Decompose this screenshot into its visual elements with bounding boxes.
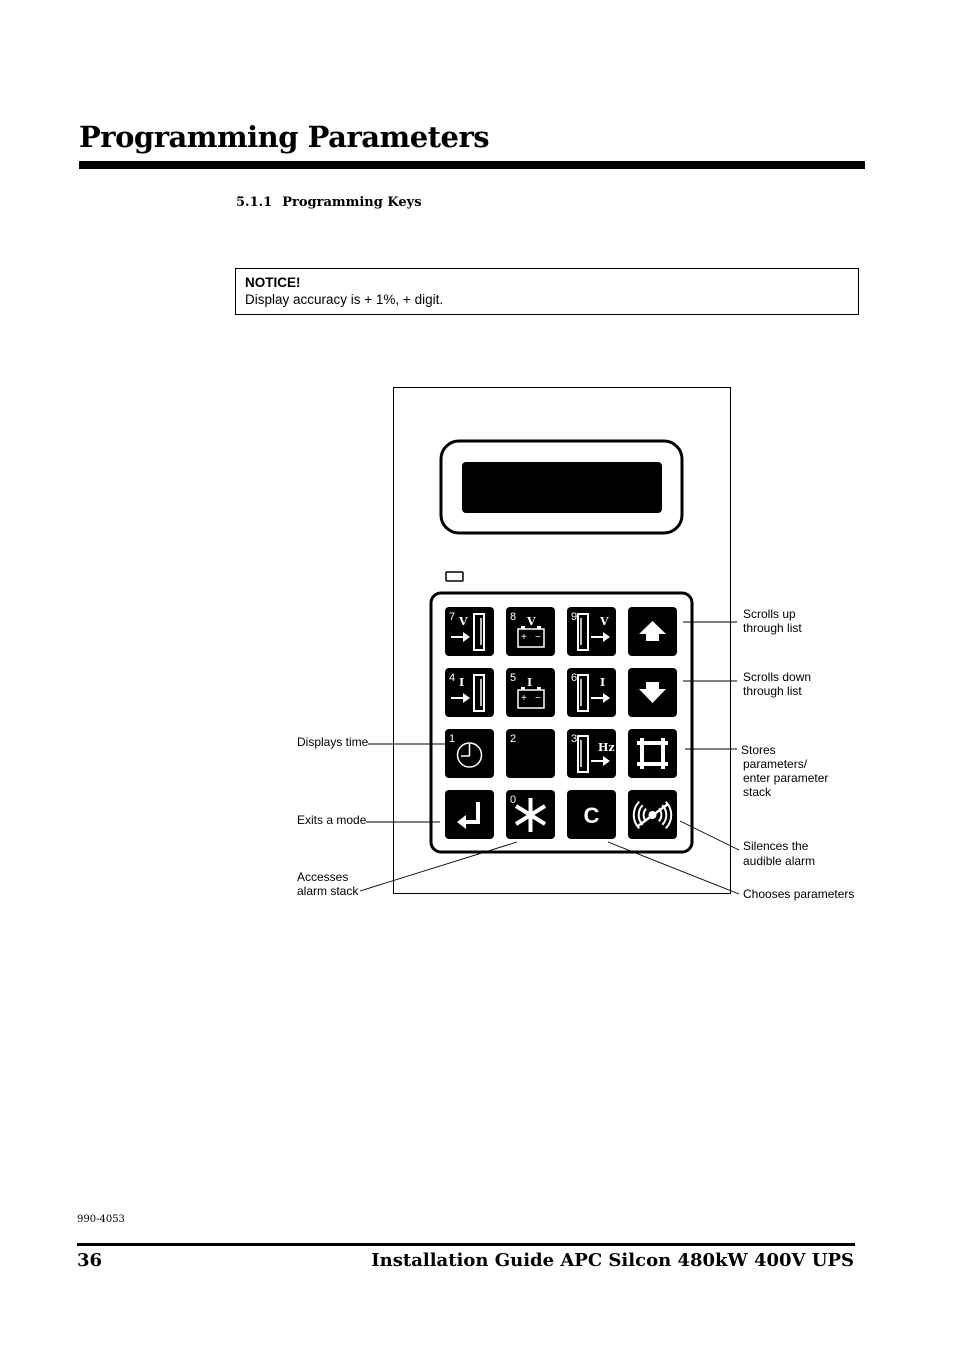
key-asterisk-icon[interactable]	[506, 790, 555, 839]
key-face[interactable]	[628, 729, 677, 778]
svg-text:C: C	[583, 803, 600, 828]
svg-text:I: I	[527, 676, 533, 689]
status-led	[446, 572, 463, 581]
svg-text:I: I	[600, 676, 606, 689]
key-digit: 1	[449, 733, 456, 745]
key-digit: 7	[449, 611, 456, 623]
key-output-frequency-icon[interactable]	[567, 729, 616, 778]
leader-accesses	[360, 842, 517, 891]
key-output-current-icon[interactable]	[567, 668, 616, 717]
footer-rule	[77, 1243, 855, 1246]
document-code: 990-4053	[77, 1214, 125, 1225]
key-return-arrow-icon[interactable]	[445, 790, 494, 839]
section-title: Programming Keys	[282, 195, 422, 210]
key-input-current-icon[interactable]	[445, 668, 494, 717]
document-title: Installation Guide APC Silcon 480kW 400V UPS	[371, 1250, 854, 1271]
callout-scroll-up: Scrolls up through list	[743, 607, 802, 635]
svg-text:Hz: Hz	[598, 741, 615, 754]
key-arrow-down-icon[interactable]	[628, 668, 677, 717]
key-digit: 6	[571, 672, 578, 684]
svg-text:−: −	[535, 632, 541, 643]
callout-scroll-down: Scrolls down through list	[743, 670, 812, 698]
key-face[interactable]	[445, 790, 494, 839]
clear-c-icon	[584, 803, 600, 828]
page-title: Programming Parameters	[79, 120, 490, 154]
callout-stores: Stores parameters/ enter parameter stack	[741, 743, 829, 799]
svg-text:+: +	[521, 632, 527, 643]
key-arrow-up-icon[interactable]	[628, 607, 677, 656]
key-digit: 8	[510, 611, 517, 623]
section-number: 5.1.1	[236, 195, 273, 210]
key-clock-icon[interactable]	[445, 729, 494, 778]
key-digit: 9	[571, 611, 578, 623]
key-digit: 3	[571, 733, 578, 745]
callout-exits-mode: Exits a mode	[297, 813, 367, 827]
leader-chooses	[608, 842, 739, 894]
display-screen	[462, 462, 662, 513]
key-digit: 2	[510, 733, 517, 745]
key-blank[interactable]	[506, 729, 555, 778]
key-clear-c-icon[interactable]	[567, 790, 616, 839]
callout-silences: Silences the audible alarm	[743, 839, 816, 868]
svg-text:V: V	[527, 615, 536, 628]
notice-heading: NOTICE!	[245, 275, 301, 290]
key-digit: 0	[510, 794, 517, 806]
svg-text:V: V	[459, 615, 468, 628]
callout-accesses: Accesses alarm stack	[297, 870, 359, 898]
key-store-icon[interactable]	[628, 729, 677, 778]
svg-text:−: −	[535, 693, 541, 704]
key-battery-current-icon[interactable]	[506, 668, 555, 717]
svg-text:+: +	[521, 693, 527, 704]
callout-displays-time: Displays time	[297, 735, 369, 749]
svg-text:I: I	[459, 676, 465, 689]
notice-text: Display accuracy is + 1%, + digit.	[245, 292, 444, 307]
key-input-voltage-icon[interactable]	[445, 607, 494, 656]
key-battery-voltage-icon[interactable]	[506, 607, 555, 656]
key-digit: 4	[449, 672, 456, 684]
page-number: 36	[77, 1250, 103, 1271]
key-digit: 5	[510, 672, 517, 684]
key-output-voltage-icon[interactable]	[567, 607, 616, 656]
key-alarm-silence-icon[interactable]	[628, 790, 677, 839]
svg-text:V: V	[600, 615, 609, 628]
callout-chooses: Chooses parameters	[743, 887, 855, 901]
